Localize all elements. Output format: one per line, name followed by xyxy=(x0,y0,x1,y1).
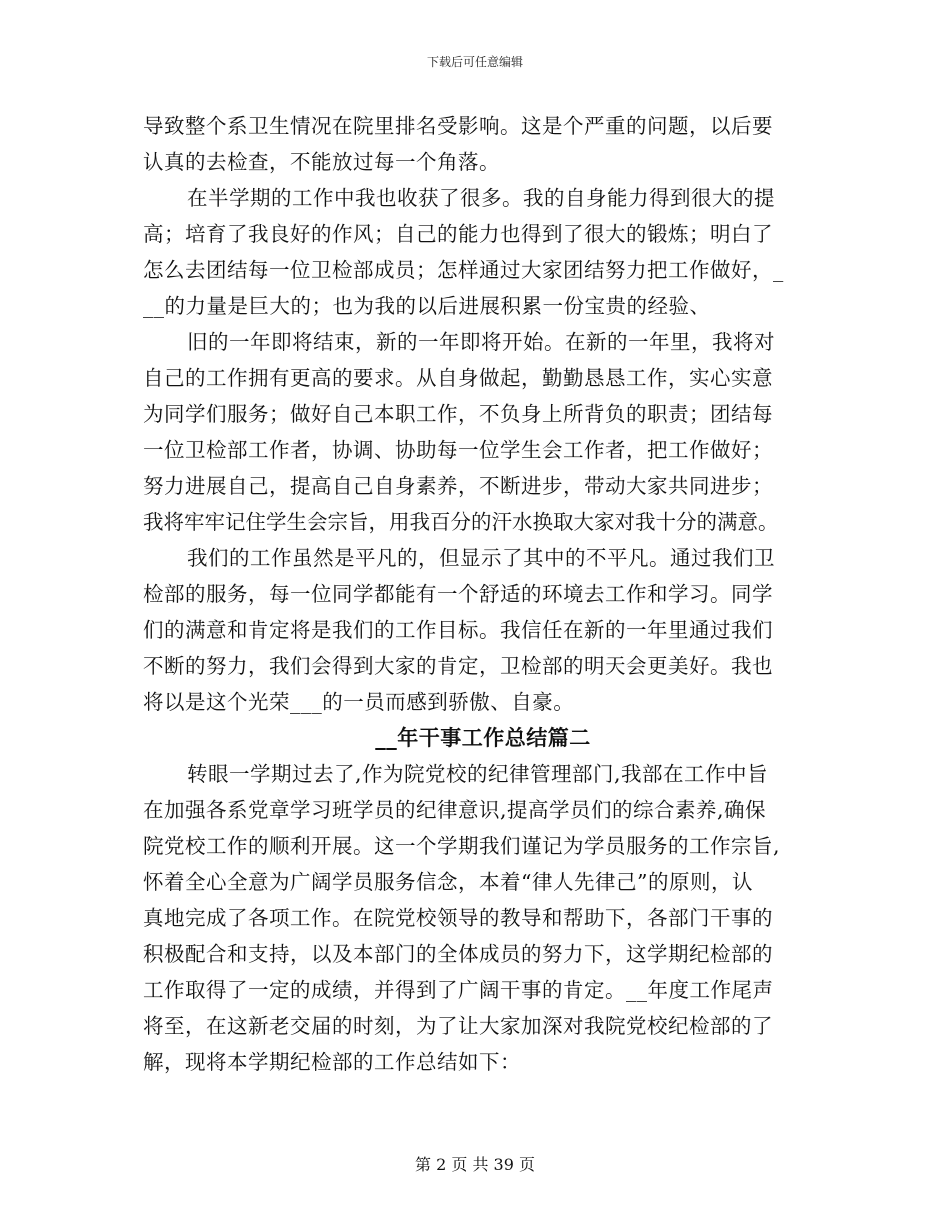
text-line: 怎么去团结每一位卫检部成员；怎样通过大家团结努力把工作做好，_ xyxy=(143,258,784,282)
text-line: 解，现将本学期纪检部的工作总结如下： xyxy=(143,1050,521,1074)
text-line: 将以是这个光荣___的一员而感到骄傲、自豪。 xyxy=(143,690,575,714)
document-body xyxy=(143,108,823,1080)
text-line: 们的满意和肯定将是我们的工作目标。我信任在新的一年里通过我们 xyxy=(143,618,773,642)
text-line: 真地完成了各项工作。在院党校领导的教导和帮助下，各部门干事的 xyxy=(143,906,773,930)
text-line: 不断的努力，我们会得到大家的肯定，卫检部的明天会更美好。我也 xyxy=(143,654,773,678)
text-line: 工作取得了一定的成绩，并得到了广阔干事的肯定。__年度工作尾声 xyxy=(143,978,774,1002)
text-line: 我将牢牢记住学生会宗旨，用我百分的汗水换取大家对我十分的满意。 xyxy=(143,510,779,534)
text-line: 在加强各系党章学习班学员的纪律意识,提高学员们的综合素养,确保 xyxy=(143,798,767,822)
text-line: 积极配合和支持，以及本部门的全体成员的努力下，这学期纪检部的 xyxy=(143,942,773,966)
text-line: 一位卫检部工作者，协调、协助每一位学生会工作者，把工作做好； xyxy=(143,438,773,462)
text-line: __的力量是巨大的；也为我的以后进展积累一份宝贵的经验、 xyxy=(143,294,711,318)
text-line: 将至，在这新老交届的时刻，为了让大家加深对我院党校纪检部的了 xyxy=(143,1014,773,1038)
text-line: 自己的工作拥有更高的要求。从自身做起，勤勤恳恳工作，实心实意 xyxy=(143,366,773,390)
paragraph-start: 在半学期的工作中我也收获了很多。我的自身能力得到很大的提 xyxy=(187,186,775,210)
page-footer: 第 2 页 共 39 页 xyxy=(415,1155,535,1174)
text-line: 努力进展自己，提高自己自身素养，不断进步，带动大家共同进步； xyxy=(143,474,773,498)
paragraph-start: 我们的工作虽然是平凡的，但显示了其中的不平凡。通过我们卫 xyxy=(187,546,775,570)
paragraph-start: 旧的一年即将结束，新的一年即将开始。在新的一年里，我将对 xyxy=(187,330,775,354)
paragraph-start: 转眼一学期过去了,作为院党校的纪律管理部门,我部在工作中旨 xyxy=(187,762,769,786)
text-line: 怀着全心全意为广阔学员服务信念，本着“律人先律己”的原则，认 xyxy=(143,870,753,894)
text-line: 导致整个系卫生情况在院里排名受影响。这是个严重的问题，以后要 xyxy=(143,114,773,138)
text-line: 检部的服务，每一位同学都能有一个舒适的环境去工作和学习。同学 xyxy=(143,582,773,606)
text-line: 认真的去检查，不能放过每一个角落。 xyxy=(143,150,500,174)
page-header: 下载后可任意编辑 xyxy=(426,55,523,69)
text-line: 院党校工作的顺利开展。这一个学期我们谨记为学员服务的工作宗旨, xyxy=(143,834,781,858)
section-heading: __年干事工作总结篇二 xyxy=(375,725,591,750)
text-line: 为同学们服务；做好自己本职工作，不负身上所背负的职责；团结每 xyxy=(143,402,773,426)
text-line: 高；培育了我良好的作风；自己的能力也得到了很大的锻炼；明白了 xyxy=(143,222,773,246)
